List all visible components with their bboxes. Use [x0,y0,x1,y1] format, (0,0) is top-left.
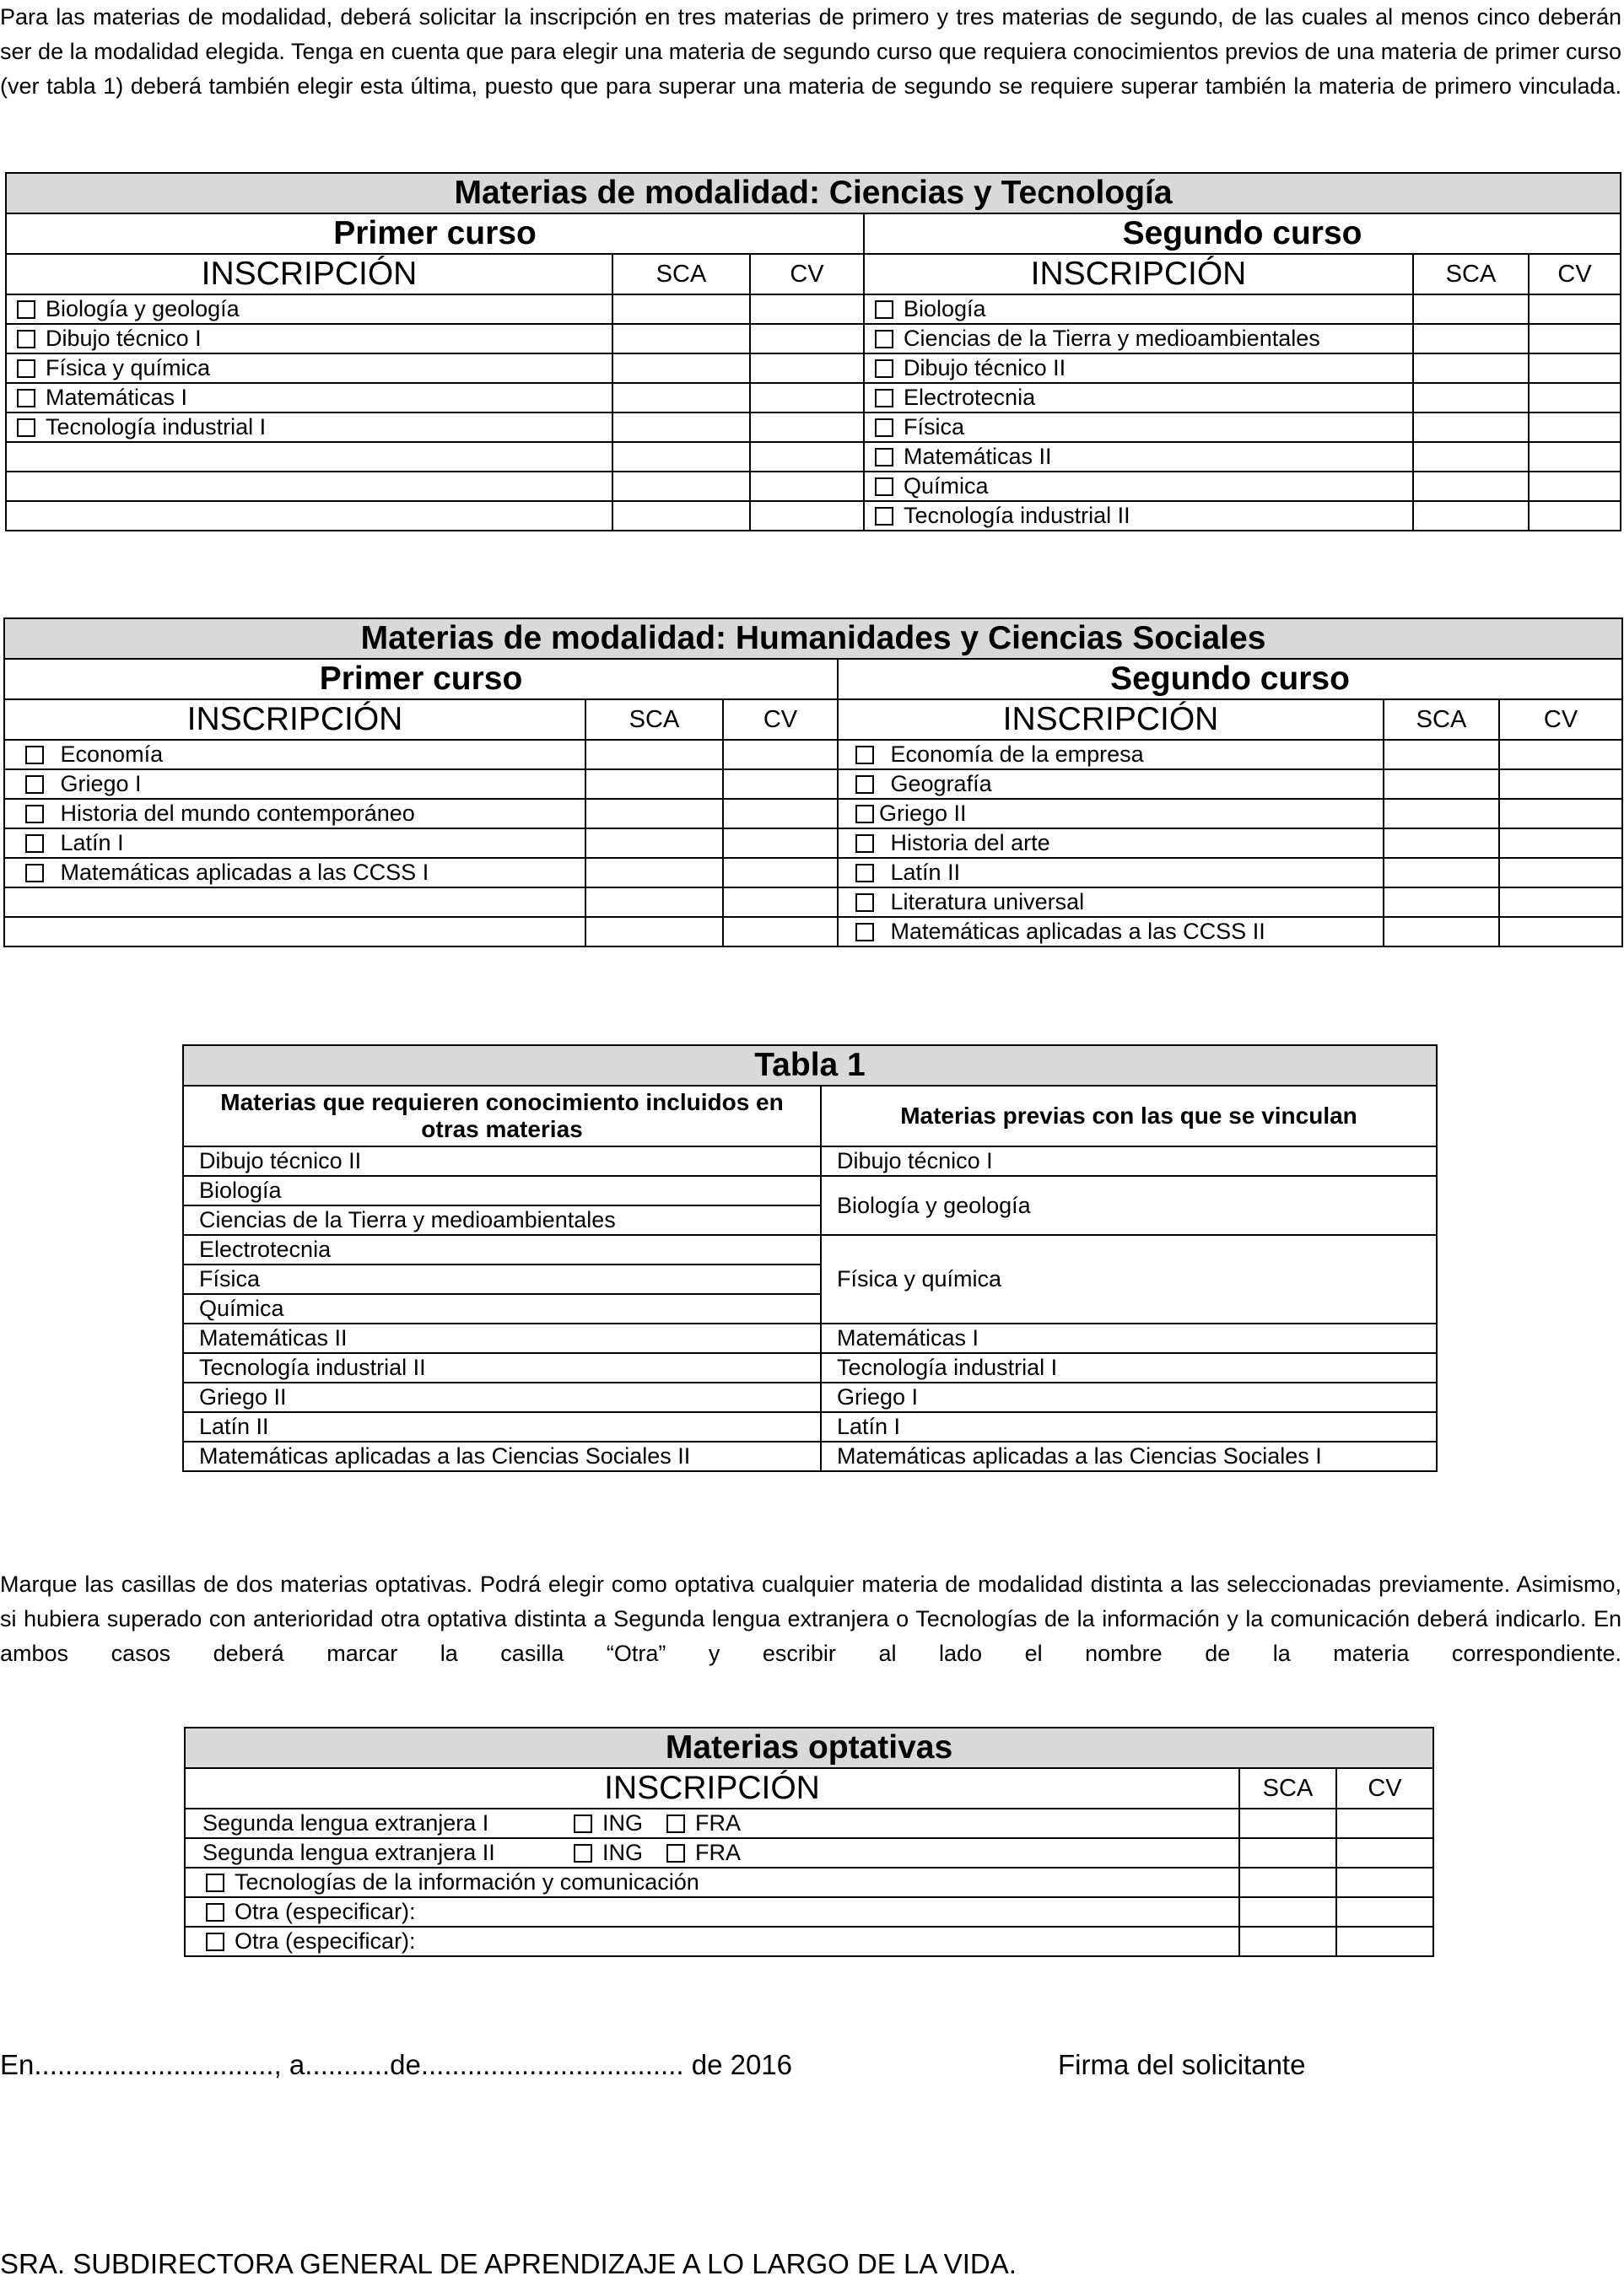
tabla1-col-left: Materias que requieren conocimiento incluidos en otras materias [183,1086,821,1146]
table-row: Matemáticas aplicadas a las Ciencias Sociales I [821,1442,1437,1471]
checkbox[interactable] [855,775,874,794]
checkbox[interactable] [17,330,35,348]
subject-row: Biología y geología [6,294,612,324]
checkbox[interactable] [25,805,44,823]
table-row: Electrotecnia [183,1235,821,1265]
optativas-paragraph: Marque las casillas de dos materias optativas. Podrá elegir como optativa cualquier materia de modalidad distinta a las seleccionadas previamente. Asimismo, si hubiera superado con anterioridad otra optativa distinta a Segunda lengua extranjera o Tecnologías de la información y la comunicación deberá indicarlo. En ambos casos deberá marcar la casilla “Otra” y escribir al lado el nombre de la materia correspondiente. [0,1572,1621,1666]
lengua1-row: Segunda lengua extranjera I ING FRA [185,1809,1239,1838]
col-cv: CV [750,254,864,294]
checkbox[interactable] [855,923,874,941]
intro-paragraph: Para las materias de modalidad, deberá solicitar la inscripción en tres materias de primero y tres materias de segundo, de las cuales al menos cinco deberán ser de la modalidad elegida. Tenga en cuenta que para elegir una materia de segundo curso que requiera conocimientos previos de una materia de primer curso (ver tabla 1) deberá también elegir esta última, puesto que para superar una materia de segundo se requiere superar también la materia de primero vinculada. [0,4,1621,99]
checkbox[interactable] [25,864,44,882]
ciencias-table [5,172,1621,531]
tabla-1 [182,1044,1438,1472]
tic-row: Tecnologías de la información y comunicación [185,1868,1239,1897]
ciencias-primer-curso: Primer curso [6,213,864,254]
checkbox[interactable] [855,805,874,823]
col-sca: SCA [585,699,723,740]
table-row: Latín II [183,1412,821,1442]
table-row: Biología [183,1176,821,1205]
humanidades-title: Materias de modalidad: Humanidades y Ciencias Sociales [4,618,1622,659]
table-row: Dibujo técnico I [821,1146,1437,1176]
checkbox[interactable] [855,746,874,764]
checkbox[interactable] [855,893,874,912]
ciencias-title: Materias de modalidad: Ciencias y Tecnología [6,173,1621,213]
subject-row: Química [864,472,1413,501]
humanidades-table [3,617,1623,947]
subject-row: Griego I [4,769,585,799]
checkbox[interactable] [17,300,35,319]
checkbox[interactable] [25,834,44,853]
table-row: Griego I [821,1383,1437,1412]
table-row: Química [183,1294,821,1324]
subject-row: Historia del arte [838,828,1384,858]
subject-row: Latín I [4,828,585,858]
optativas-table [184,1727,1434,1957]
checkbox[interactable] [206,1933,224,1951]
lengua2-row: Segunda lengua extranjera II ING FRA [185,1838,1239,1868]
col-inscripcion: INSCRIPCIÓN [864,254,1413,294]
table-row: Dibujo técnico II [183,1146,821,1176]
checkbox[interactable] [855,834,874,853]
checkbox[interactable] [206,1903,224,1922]
checkbox-ing-1[interactable] [574,1815,592,1833]
checkbox[interactable] [25,746,44,764]
subject-row: Biología [864,294,1413,324]
subject-row: Matemáticas aplicadas a las CCSS I [4,858,585,887]
checkbox[interactable] [875,330,893,348]
checkbox[interactable] [855,864,874,882]
table-row: Física y química [821,1235,1437,1324]
checkbox[interactable] [875,477,893,496]
col-sca: SCA [1413,254,1529,294]
table-row: Griego II [183,1383,821,1412]
subject-row: Tecnología industrial I [6,413,612,442]
firma-label: Firma del solicitante [1058,2049,1306,2080]
checkbox[interactable] [875,418,893,437]
col-cv: CV [1529,254,1621,294]
otra-row: Otra (especificar): [185,1927,1239,1956]
checkbox[interactable] [17,359,35,378]
checkbox[interactable] [25,775,44,794]
col-cv: CV [1499,699,1622,740]
checkbox-fra-1[interactable] [666,1815,685,1833]
tabla1-col-right: Materias previas con las que se vinculan [821,1086,1437,1146]
ciencias-segundo-curso: Segundo curso [864,213,1621,254]
subject-row: Física y química [6,353,612,383]
col-inscripcion: INSCRIPCIÓN [185,1768,1239,1809]
checkbox[interactable] [17,389,35,407]
table-row: Física [183,1265,821,1294]
table-row: Matemáticas I [821,1324,1437,1353]
col-sca: SCA [1239,1768,1336,1809]
fecha-line: En..............................., a...........de.................................. de 2016 [0,2049,793,2080]
checkbox[interactable] [875,359,893,378]
col-cv: CV [1336,1768,1433,1809]
checkbox-ing-2[interactable] [574,1844,592,1863]
humanidades-segundo-curso: Segundo curso [838,659,1622,699]
subject-row: Electrotecnia [864,383,1413,413]
table-row: Ciencias de la Tierra y medioambientales [183,1205,821,1235]
subject-row: Dibujo técnico I [6,324,612,353]
subject-row: Griego II [838,799,1384,828]
table-row: Matemáticas II [183,1324,821,1353]
table-row: Latín I [821,1412,1437,1442]
humanidades-primer-curso: Primer curso [4,659,838,699]
table-row: Matemáticas aplicadas a las Ciencias Sociales II [183,1442,821,1471]
col-sca: SCA [1384,699,1499,740]
checkbox[interactable] [206,1874,224,1892]
tabla1-title: Tabla 1 [183,1045,1437,1086]
table-row: Tecnología industrial II [183,1353,821,1383]
subject-row: Matemáticas II [864,442,1413,472]
checkbox-fra-2[interactable] [666,1844,685,1863]
subject-row: Ciencias de la Tierra y medioambientales [864,324,1413,353]
col-inscripcion: INSCRIPCIÓN [4,699,585,740]
col-inscripcion: INSCRIPCIÓN [6,254,612,294]
table-row: Tecnología industrial I [821,1353,1437,1383]
optativas-title: Materias optativas [185,1728,1433,1768]
checkbox[interactable] [875,448,893,466]
checkbox[interactable] [875,389,893,407]
destinatario: SRA. SUBDIRECTORA GENERAL DE APRENDIZAJE A LO LARGO DE LA VIDA. [0,2248,1017,2279]
subject-row: Tecnología industrial II [864,501,1413,531]
col-sca: SCA [612,254,750,294]
checkbox[interactable] [875,300,893,319]
subject-row: Física [864,413,1413,442]
checkbox[interactable] [875,507,893,526]
subject-row: Geografía [838,769,1384,799]
subject-row: Latín II [838,858,1384,887]
subject-row: Matemáticas aplicadas a las CCSS II [838,917,1384,946]
subject-row: Economía [4,740,585,769]
otra-row: Otra (especificar): [185,1897,1239,1927]
subject-row: Dibujo técnico II [864,353,1413,383]
table-row: Biología y geología [821,1176,1437,1235]
col-inscripcion: INSCRIPCIÓN [838,699,1384,740]
subject-row: Historia del mundo contemporáneo [4,799,585,828]
subject-row: Economía de la empresa [838,740,1384,769]
subject-row: Literatura universal [838,887,1384,917]
checkbox[interactable] [17,418,35,437]
col-cv: CV [723,699,838,740]
subject-row: Matemáticas I [6,383,612,413]
